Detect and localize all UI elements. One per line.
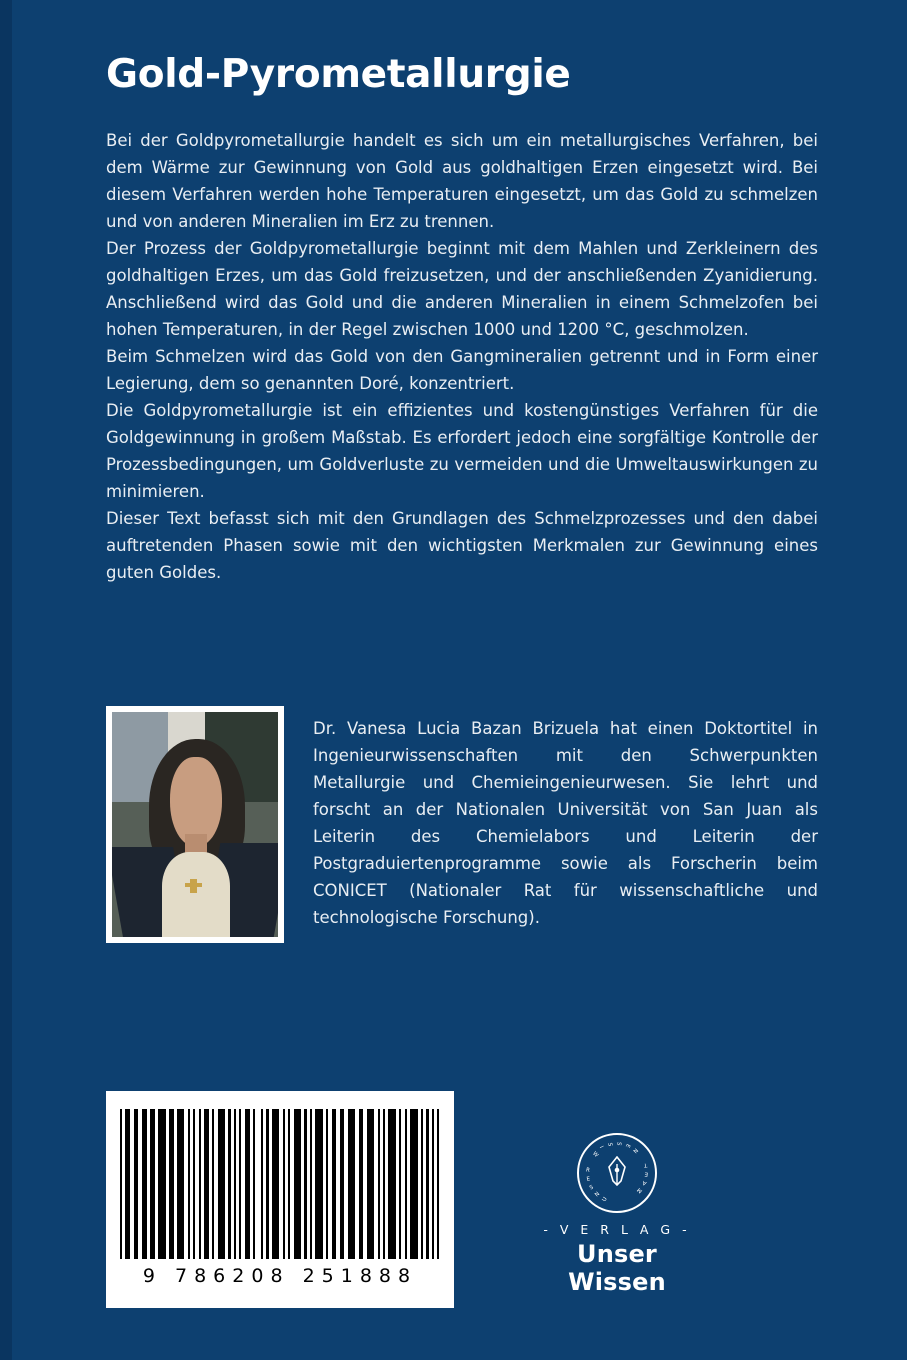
blurb-paragraph: Die Goldpyrometallurgie ist ein effizientes und kostengünstiges Verfahren für die Goldgewinnung in großem Maßstab. Es erfordert jedoch eine sorgfältige Kontrolle der Prozessbedingungen, um Goldverluste zu vermeiden und die Umweltauswirkungen zu minimieren.: [106, 401, 818, 501]
publisher-name: Unser Wissen: [568, 1240, 666, 1296]
barcode-digits: 9 786208 251888: [142, 1265, 418, 1287]
portrait-necklace: [190, 879, 197, 893]
fountain-pen-nib-icon: [606, 1156, 628, 1190]
portrait-shirt: [162, 852, 230, 938]
publisher-seal-ring-text: U N S E R W I S S E N T E A M: [585, 1141, 649, 1203]
page-title: Gold-Pyrometallurgie: [106, 52, 571, 97]
publisher-verlag-label: - V E R L A G -: [543, 1222, 691, 1237]
barcode-block: [106, 1091, 454, 1308]
blurb-paragraph: Beim Schmelzen wird das Gold von den Gangmineralien getrennt und in Form einer Legierung, dem so genannten Doré, konzentriert.: [106, 347, 818, 393]
author-bio-text: Dr. Vanesa Lucia Bazan Brizuela hat einen Doktortitel in Ingenieurwissenschaften mit den Schwerpunkten Metallurgie und Chemieingenieurwesen. Sie lehrt und forscht an der Nationalen Universität von San Juan als Leiterin des Chemielabors und Leiterin der Postgraduiertenprogramme sowie als Forscherin beim CONICET (Nationaler Rat für wissenschaftliche und technologische Forschung).: [313, 719, 818, 927]
blurb-paragraph: Bei der Goldpyrometallurgie handelt es sich um ein metallurgisches Verfahren, bei dem Wärme zur Gewinnung von Gold aus goldhaltigen Erzen eingesetzt wird. Bei diesem Verfahren werden hohe Temperaturen eingesetzt, um das Gold zu schmelzen und von anderen Mineralien im Erz zu trennen.: [106, 131, 818, 231]
blurb-paragraph: Der Prozess der Goldpyrometallurgie beginnt mit dem Mahlen und Zerkleinern des goldhaltigen Erzes, um das Gold freizusetzen, und der anschließenden Zyanidierung. Anschließend wird das Gold und die anderen Mineralien in einem Schmelzofen bei hohen Temperaturen, in der Regel zwischen 1000 und 1200 °C, geschmolzen.: [106, 239, 818, 339]
author-portrait-image: [112, 712, 278, 937]
publisher-logo: [527, 1133, 707, 1296]
barcode-bars: [120, 1109, 440, 1259]
spine-edge: [0, 0, 12, 1360]
blurb-paragraph: Dieser Text befasst sich mit den Grundlagen des Schmelzprozesses und den dabei auftretenden Phasen sowie mit den wichtigsten Merkmalen zur Gewinnung eines guten Goldes.: [106, 509, 818, 582]
author-photo: [106, 706, 284, 943]
blurb-text: [106, 127, 818, 586]
publisher-seal: [577, 1133, 657, 1213]
